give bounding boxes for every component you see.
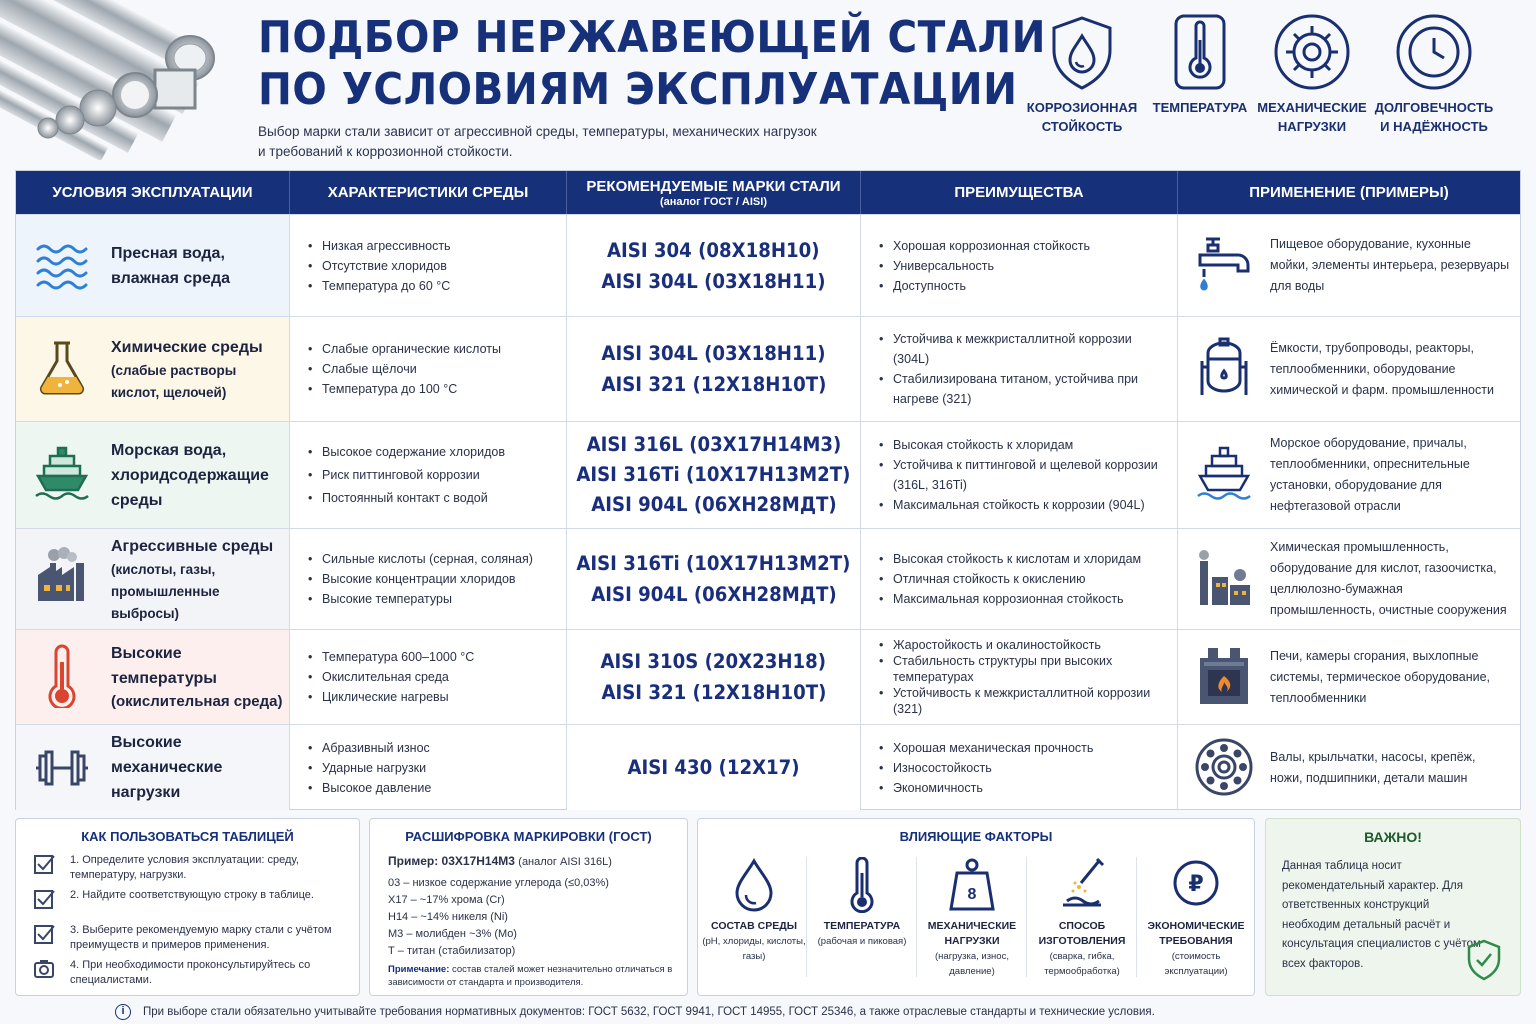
svg-text:8: 8 (967, 886, 977, 903)
condition-cell (16, 422, 290, 528)
factor-item: ТЕМПЕРАТУРА (рабочая и пиковая) (810, 857, 914, 949)
decoding-note: Примечание: состав сталей может незначительно отличаться в зависимости от стандарта и производителя. (388, 964, 673, 988)
env-item: • Риск питтинговой коррозии (308, 464, 558, 487)
env-item: • Отсутствие хлоридов (308, 256, 558, 276)
advantage-item: • Универсальность (879, 256, 1169, 276)
application-text: Морское оборудование, причалы, теплообменники, опреснительные установки, оборудование для нефтегазовой отрасли (1270, 436, 1470, 513)
advantage-item: • Устойчива к питтинговой и щелевой коррозии (316L, 316Ti) (879, 455, 1169, 495)
env-item: • Низкая агрессивность (308, 236, 558, 256)
chemical-plant-icon (1194, 547, 1254, 607)
application-cell (1178, 725, 1520, 810)
factor-item: 8 МЕХАНИЧЕСКИЕ НАГРУЗКИ (нагрузка, износ, давление) (920, 857, 1024, 979)
advantage-item: • Хорошая механическая прочность (879, 738, 1169, 758)
title-line-2: ПО УСЛОВИЯМ ЭКСПЛУАТАЦИИ (258, 64, 1018, 115)
advantage-item: • Отличная стойкость к окислению (879, 569, 1169, 589)
advantage-item: • Хорошая коррозионная стойкость (879, 236, 1169, 256)
factor-divider (916, 857, 917, 977)
application-text: Химическая промышленность, оборудование для кислот, газоочистка, целлюлозно-бумажная промышленность, очистные сооружения (1270, 540, 1507, 617)
howto-step: 2. Найдите соответствующую строку в таблице. (34, 888, 349, 923)
condition-cell (16, 725, 290, 810)
application-cell (1178, 215, 1520, 316)
howto-step: 4. При необходимости проконсультируйтесь со специалистами. (34, 958, 349, 993)
welding-icon (1057, 857, 1107, 913)
env-item: • Окислительная среда (308, 667, 558, 687)
factor-divider (806, 857, 807, 977)
env-item: • Высокое содержание хлоридов (308, 441, 558, 464)
application-cell (1178, 630, 1520, 724)
steel-grade: AISI 430 (12Х17) (627, 756, 800, 779)
steel-grade: AISI 304L (03Х18Н11) (601, 269, 826, 293)
environment-cell (290, 529, 567, 629)
howto-step: 3. Выберите рекомендуемую марку стали с учётом преимуществ и примеров применения. (34, 923, 349, 958)
header-grades: РЕКОМЕНДУЕМЫЕ МАРКИ СТАЛИ (аналог ГОСТ / AISI) (567, 171, 861, 214)
footer-text: При выборе стали обязательно учитывайте требования нормативных документов: ГОСТ 5632, ГОСТ 9941, ГОСТ 14955, ГОСТ 25346, а также отраслевые стандарты и технические условия. (143, 1006, 1155, 1018)
decoding-example: Пример: 03Х17Н14М3 (аналог AISI 316L) (388, 854, 612, 868)
env-item: • Циклические нагревы (308, 687, 558, 707)
faucet-icon (1194, 235, 1254, 295)
env-item: • Высокое давление (308, 778, 558, 798)
env-item: • Температура до 60 °C (308, 276, 558, 296)
condition-title: Агрессивные среды (111, 537, 274, 555)
factors-panel (697, 818, 1255, 996)
ruble-icon (1171, 857, 1221, 913)
table-row (16, 629, 1520, 724)
table-row (16, 316, 1520, 421)
checkbox-icon (34, 923, 56, 945)
page-subtitle: Выбор марки стали зависит от агрессивной среды, температуры, механических нагрузок и требований к коррозионной стойкости. (258, 124, 817, 159)
application-text: Пищевое оборудование, кухонные мойки, элементы интерьера, резервуары для воды (1270, 237, 1510, 293)
thermometer-icon (837, 857, 887, 913)
header-environment: ХАРАКТЕРИСТИКИ СРЕДЫ (290, 171, 567, 214)
advantages-cell (861, 630, 1178, 724)
condition-subtitle: (окислительная среда) (111, 693, 283, 710)
decoding-line: Н14 – ~14% никеля (Ni) (388, 911, 508, 923)
shield-drop-icon (1042, 12, 1122, 92)
env-item: • Абразивный износ (308, 738, 558, 758)
table-row (16, 421, 1520, 528)
condition-title: Пресная вода, влажная среда (111, 244, 230, 287)
header-conditions: УСЛОВИЯ ЭКСПЛУАТАЦИИ (16, 171, 290, 214)
grades-cell (567, 725, 861, 810)
condition-title: Химические среды (111, 338, 263, 356)
advantage-item: • Экономичность (879, 778, 1169, 798)
table-row (16, 528, 1520, 629)
application-cell (1178, 317, 1520, 421)
camera-icon (34, 958, 56, 980)
advantage-item: • Стабилизирована титаном, устойчива при нагреве (321) (879, 369, 1169, 409)
advantages-cell (861, 529, 1178, 629)
criterion-temperature: ТЕМПЕРАТУРА (1140, 12, 1260, 117)
application-text: Ёмкости, трубопроводы, реакторы, теплообменники, оборудование химической и фарм. промышленности (1270, 340, 1494, 397)
advantage-item: • Доступность (879, 276, 1169, 296)
environment-cell (290, 422, 567, 528)
reactor-tank-icon (1194, 337, 1254, 397)
weight-icon (947, 857, 997, 913)
advantages-cell (861, 422, 1178, 528)
svg-text:₽: ₽ (1188, 872, 1204, 897)
title-line-1: ПОДБОР НЕРЖАВЕЮЩЕЙ СТАЛИ (258, 12, 1046, 63)
advantage-item: • Максимальная стойкость к коррозии (904L) (879, 495, 1169, 515)
factors-title: ВЛИЯЮЩИЕ ФАКТОРЫ (899, 829, 1053, 844)
grades-cell (567, 215, 861, 316)
condition-cell (16, 215, 290, 316)
env-item: • Слабые щёлочи (308, 359, 558, 379)
steel-grade: AISI 904L (06ХН28МДТ) (590, 583, 837, 606)
thermometer-icon (1160, 12, 1240, 92)
steel-selection-table (15, 170, 1521, 810)
advantage-item: • Высокая стойкость к хлоридам (879, 435, 1169, 455)
condition-cell (16, 317, 290, 421)
advantage-item: • Высокая стойкость к кислотам и хлоридам (879, 549, 1169, 569)
steel-pipes-image (0, 0, 225, 160)
table-row (16, 214, 1520, 316)
env-item: • Высокие концентрации хлоридов (308, 569, 558, 589)
condition-title: Высокие механические нагрузки (111, 734, 223, 801)
advantage-item: • Жаростойкость и окалиностойкость (879, 637, 1169, 653)
advantage-item: • Стабильность структуры при высоких температурах (879, 653, 1169, 685)
application-cell (1178, 529, 1520, 629)
checkbox-icon (34, 853, 56, 875)
footer-note (115, 1003, 1415, 1021)
flask-icon (34, 339, 90, 395)
important-title: ВАЖНО! (1364, 829, 1422, 845)
steel-grade: AISI 304L (03Х18Н11) (601, 342, 826, 365)
factor-item: СОСТАВ СРЕДЫ (pH, хлориды, кислоты, газы) (702, 857, 806, 964)
info-icon: i (115, 1004, 131, 1020)
application-text: Валы, крыльчатки, насосы, крепёж, ножи, подшипники, детали машин (1270, 749, 1476, 785)
advantage-item: • Устойчивость к межкристаллитной коррозии (321) (879, 685, 1169, 717)
checkbox-icon (34, 888, 56, 910)
thermometer-icon (34, 644, 90, 708)
ship-icon (34, 446, 90, 502)
steel-grade: AISI 316Ti (10Х17Н13М2Т) (576, 463, 851, 486)
condition-cell (16, 529, 290, 629)
env-item: • Сильные кислоты (серная, соляная) (308, 549, 558, 569)
key-criteria (1022, 12, 1522, 142)
howto-step: 1. Определите условия эксплуатации: среду, температуру, нагрузки. (34, 853, 349, 888)
decoding-line: 03 – низкое содержание углерода (≤0,03%) (388, 877, 609, 889)
advantages-cell (861, 317, 1178, 421)
factory-smoke-icon (34, 547, 90, 603)
condition-title: Высокие температуры (111, 645, 217, 687)
important-text: Данная таблица носит рекомендательный характер. Для ответственных конструкций необходим детальный расчёт и консультация специалистов с учётом всех факторов. (1282, 860, 1481, 970)
grades-cell (567, 422, 861, 528)
furnace-icon (1194, 646, 1254, 706)
ship-icon (1194, 444, 1254, 504)
env-item: • Постоянный контакт с водой (308, 487, 558, 510)
dumbbell-icon (34, 740, 90, 796)
howto-title: КАК ПОЛЬЗОВАТЬСЯ ТАБЛИЦЕЙ (81, 829, 294, 844)
env-item: • Высокие температуры (308, 589, 558, 609)
steel-grade: AISI 321 (12Х18Н10Т) (601, 681, 826, 704)
waves-icon (34, 237, 90, 293)
condition-title: Морская вода, хлоридсодержащие среды (111, 441, 269, 509)
grades-cell (567, 529, 861, 629)
steel-grade: AISI 321 (12Х18Н10Т) (601, 373, 826, 396)
gear-icon (1272, 12, 1352, 92)
application-cell (1178, 422, 1520, 528)
decoding-line: М3 – молибден ~3% (Mo) (388, 928, 517, 940)
decoding-line: Т – титан (стабилизатор) (388, 945, 516, 957)
environment-cell (290, 215, 567, 316)
steel-grade: AISI 316Ti (10Х17Н13М2Т) (576, 552, 851, 575)
application-text: Печи, камеры сгорания, выхлопные системы, термическое оборудование, теплообменники (1270, 648, 1491, 705)
advantage-item: • Износостойкость (879, 758, 1169, 778)
clock-icon (1394, 12, 1474, 92)
howto-panel (15, 818, 360, 996)
bearing-icon (1194, 737, 1254, 797)
decoding-line: Х17 – ~17% хрома (Cr) (388, 894, 505, 906)
important-panel (1265, 818, 1521, 996)
condition-subtitle: (кислоты, газы, промышленные выбросы) (111, 561, 220, 621)
environment-cell (290, 630, 567, 724)
factor-divider (1136, 857, 1137, 977)
header-advantages: ПРЕИМУЩЕСТВА (861, 171, 1178, 214)
condition-cell (16, 630, 290, 724)
advantages-cell (861, 215, 1178, 316)
advantage-item: • Максимальная коррозионная стойкость (879, 589, 1169, 609)
page-title (258, 12, 1046, 116)
steel-grade: AISI 310S (20Х23Н18) (600, 650, 827, 673)
factor-divider (1026, 857, 1027, 977)
steel-grade: AISI 304 (08Х18Н10) (607, 238, 820, 262)
grades-cell (567, 630, 861, 724)
env-item: • Температура до 100 °C (308, 379, 558, 399)
shield-check-icon (1466, 939, 1502, 981)
criterion-corrosion: КОРРОЗИОННАЯ СТОЙКОСТЬ (1022, 12, 1142, 136)
grades-cell (567, 317, 861, 421)
advantages-cell (861, 725, 1178, 810)
decoding-panel (369, 818, 688, 996)
environment-cell (290, 725, 567, 810)
drop-icon (729, 857, 779, 913)
factor-item: ₽ ЭКОНОМИЧЕСКИЕ ТРЕБОВАНИЯ (стоимость эксплуатации) (1144, 857, 1248, 979)
env-item: • Ударные нагрузки (308, 758, 558, 778)
advantage-item: • Устойчива к межкристаллитной коррозии (304L) (879, 329, 1169, 369)
steel-grade: AISI 316L (03Х17Н14М3) (586, 433, 841, 456)
criterion-mechanical: МЕХАНИЧЕСКИЕ НАГРУЗКИ (1252, 12, 1372, 136)
env-item: • Температура 600–1000 °C (308, 647, 558, 667)
condition-subtitle: (слабые растворы кислот, щелочей) (111, 362, 237, 400)
criterion-durability: ДОЛГОВЕЧНОСТЬ И НАДЁЖНОСТЬ (1374, 12, 1494, 136)
environment-cell (290, 317, 567, 421)
factor-item: СПОСОБ ИЗГОТОВЛЕНИЯ (сварка, гибка, термообработка) (1030, 857, 1134, 979)
steel-grade: AISI 904L (06ХН28МДТ) (590, 493, 837, 516)
env-item: • Слабые органические кислоты (308, 339, 558, 359)
header-application: ПРИМЕНЕНИЕ (ПРИМЕРЫ) (1249, 184, 1449, 201)
table-row (16, 724, 1520, 810)
decoding-title: РАСШИФРОВКА МАРКИРОВКИ (ГОСТ) (405, 829, 652, 844)
table-header (16, 171, 1520, 214)
